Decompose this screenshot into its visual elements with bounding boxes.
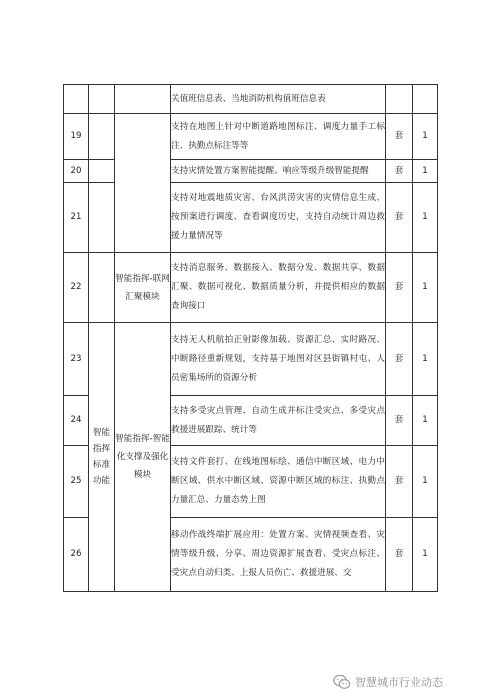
row-description: 支持在地图上针对中断道路地图标注、调度力量手工标注、执勤点标注等等: [171, 114, 386, 160]
row-unit: 套: [386, 518, 413, 592]
row-quantity: 1: [413, 253, 438, 323]
row-number: 23: [64, 323, 89, 396]
row-unit: 套: [386, 114, 413, 160]
row-quantity: 1: [413, 323, 438, 396]
row-unit: 套: [386, 396, 413, 446]
row-number: 26: [64, 518, 89, 592]
row-number: [64, 85, 89, 114]
row-quantity: 1: [413, 518, 438, 592]
spec-table: [63, 84, 438, 592]
row-description: 支持多受灾点管理、自动生成并标注受灾点、多受灾点救援进展跟踪、统计等: [171, 396, 386, 446]
row-unit: 套: [386, 253, 413, 323]
table-row: [64, 114, 438, 160]
category-cell-empty: [89, 160, 115, 183]
row-number: 22: [64, 253, 89, 323]
row-description: 关值班信息表、当地消防机构值班信息表: [171, 85, 386, 114]
row-unit: 套: [386, 323, 413, 396]
row-description: 支持无人机航拍正射影像加载、资源汇总、实时路况、中断路径重新规划，支持基于地图对区县街镇村屯、人员密集场所的资源分析: [171, 323, 386, 396]
category-cell: 智能指挥标准功能: [89, 323, 115, 592]
row-number: 25: [64, 446, 89, 518]
row-unit: 套: [386, 183, 413, 253]
category-cell-empty: [89, 114, 115, 160]
row-number: 21: [64, 183, 89, 253]
row-description: 支持文件套打、在线地图标绘、通信中断区域、电力中断区域、供水中断区域、资源中断区域的标注、执勤点力量汇总、力量态势上图: [171, 446, 386, 518]
row-quantity: 1: [413, 183, 438, 253]
row-quantity: 1: [413, 446, 438, 518]
row-quantity: 1: [413, 114, 438, 160]
category-cell-empty: [89, 183, 115, 253]
watermark: [333, 672, 443, 692]
row-number: 19: [64, 114, 89, 160]
row-description: 支持灾情处置方案智能提醒、响应等级升级智能提醒: [171, 160, 386, 183]
table-row: [64, 85, 438, 114]
module-hub-cell: 智能指挥-联网汇聚模块: [115, 253, 171, 323]
row-unit: 套: [386, 160, 413, 183]
row-quantity: 1: [413, 396, 438, 446]
row-quantity: 1: [413, 160, 438, 183]
category-cell-empty: [89, 85, 115, 114]
module-cell-empty: [115, 85, 171, 114]
category-cell-empty: [89, 253, 115, 323]
table-row: [64, 323, 438, 396]
row-unit: 套: [386, 446, 413, 518]
row-description: 支持对地震地质灾害、台风洪涝灾害的灾情信息生成、按预案进行调度、查看调度历史，支持自动统计周边救援力量情况等: [171, 183, 386, 253]
module-cell-empty: [115, 114, 171, 253]
row-unit: [386, 85, 413, 114]
wechat-icon: [333, 674, 351, 690]
row-number: 20: [64, 160, 89, 183]
row-number: 24: [64, 396, 89, 446]
row-description: 移动作战终端扩展应用：处置方案、灾情视频查看、灾情等级升级、分享、周边资源扩展查看、受灾点标注、受灾点自动归类、上报人员伤亡、救援进展、交: [171, 518, 386, 592]
row-description: 支持消息服务、数据接入、数据分发、数据共享、数据汇聚、数据可视化、数据质量分析，并提供相应的数据查询接口: [171, 253, 386, 323]
table-row: [64, 253, 438, 323]
module-support-cell: 智能指挥-智能化支撑及强化模块: [115, 323, 171, 592]
row-quantity: [413, 85, 438, 114]
watermark-text: 智慧城市行业动态: [355, 676, 443, 689]
